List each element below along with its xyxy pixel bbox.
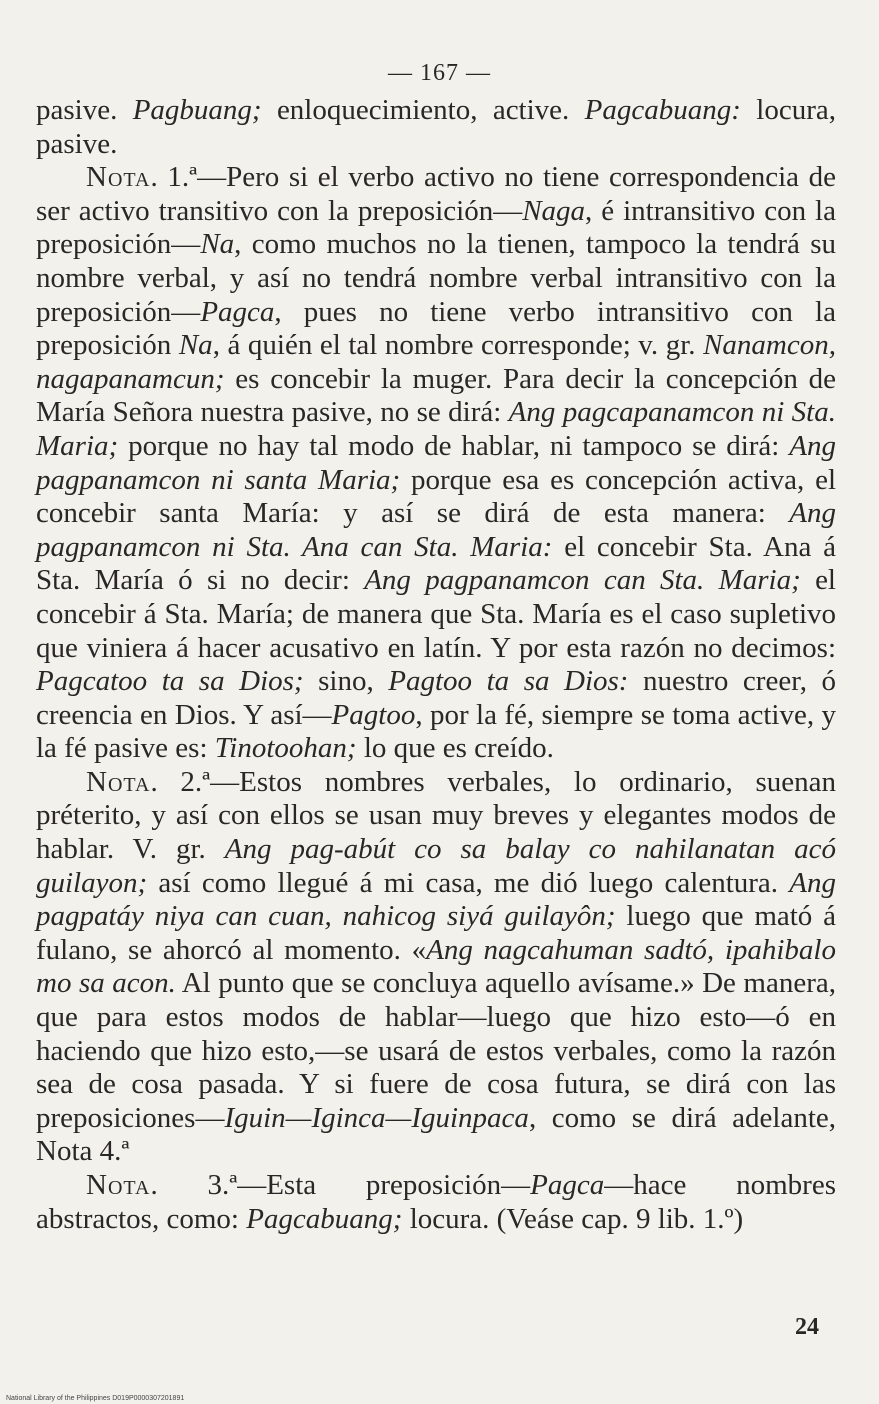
text-run: enloquecimiento, active. (261, 94, 585, 126)
text-run: sino, (303, 665, 389, 698)
text-run: . 1.ª—Pero si el verbo activo no tiene correspondencia de ser activo transitivo con la preposición— (36, 161, 836, 227)
italic-term: Ang pagpatáy niya can cuan, nahicog siyá guilayôn; (36, 866, 836, 933)
text-run: locura, pasive. (36, 94, 836, 160)
paragraph-nota-3 (36, 1169, 836, 1236)
page-number: — 167 — (388, 60, 491, 86)
nota-label: Nota (86, 765, 151, 798)
italic-term: Pagtoo ta sa Dios: (388, 665, 629, 698)
text-run: nuestro creer, ó creencia en Dios. Y así— (36, 665, 836, 731)
italic-term: Ang pag-abút co sa balay co nahilanatan acó guilayon; (36, 833, 836, 899)
text-run: , pues no tiene verbo intransitivo con la preposición (36, 295, 836, 362)
italic-term: Pagca (200, 295, 275, 328)
text-run: , como muchos no la tienen, tampoco la tendrá su nombre verbal, y así no tendrá nombre verbal intransitivo con la preposición— (36, 228, 836, 328)
italic-term: Pagtoo (331, 698, 416, 731)
italic-term: Naga (522, 194, 586, 227)
italic-term: Ang pagpanamcon can Sta. Maria; (364, 564, 801, 597)
italic-term: Ang nagcahuman sadtó, ipahibalo mo sa acon. (36, 933, 836, 1000)
text-run: el concebir Sta. Ana á Sta. María ó si no decir: (36, 530, 836, 597)
italic-term: Na (200, 228, 235, 261)
text-run: , é intransitivo con la preposición— (36, 194, 836, 261)
body-text (36, 94, 836, 1236)
text-run: Al punto que se concluya aquello avísame.» De manera, que para estos modos de hablar—luego que hizo esto—ó en haciendo que hizo esto,—se usará de estos verbales, como la razón sea de cosa pasada. Y si fuere de cosa futura, se dirá con las preposiciones— (36, 967, 836, 1134)
italic-term: Pagcabuang: (584, 94, 741, 126)
text-run: porque no hay tal modo de hablar, ni tampoco se dirá: (118, 429, 790, 462)
text-run: el concebir á Sta. María; de manera que Sta. María es el caso supletivo que viniera á hacer acusativo en latín. Y por esta razón no decimos: (36, 564, 836, 664)
paragraph-nota-1 (36, 161, 836, 766)
text-run: locura. (Veáse cap. 9 lib. 1.º) (402, 1202, 744, 1235)
text-run: —hace nombres abstractos, como: (36, 1169, 836, 1235)
text-run: es concebir la muger. Para decir la concepción de María Señora nuestra pasive, no se dirá: (36, 362, 836, 429)
text-run: porque esa es concepción activa, el concebir santa María: y así se dirá de esta manera: (36, 463, 837, 530)
italic-term: Pagca (530, 1169, 605, 1201)
italic-term: Tinotoohan; (214, 732, 357, 765)
italic-term: Na (178, 329, 213, 362)
text-run: , como se dirá adelante, Nota 4.ª (36, 1101, 836, 1168)
text-run: luego que mató á fulano, se ahorcó al momento. « (36, 900, 836, 966)
italic-term: Ang pagcapanamcon ni Sta. Maria; (36, 396, 836, 462)
signature-mark: 24 (795, 1314, 819, 1340)
italic-term: Pagcatoo ta sa Dios; (36, 665, 304, 698)
text-run: lo que es creído. (356, 732, 554, 765)
text-run: , á quién el tal nombre corresponde; v. gr. (212, 329, 704, 362)
italic-term: Ang pagpanamcon ni Sta. Ana can Sta. Maria: (36, 497, 836, 563)
text-run: . 2.ª—Estos nombres verbales, lo ordinario, suenan préterito, y así con ellos se usan muy breves y elegantes modos de hablar. V. gr. (36, 765, 836, 866)
text-run: , por la fé, siempre se toma active, y la fé pasive es: (36, 698, 836, 765)
text-run: así como llegué á mi casa, me dió luego calentura. (147, 866, 790, 899)
italic-term: Nanamcon, nagapanamcun; (36, 329, 836, 395)
italic-term: Pagbuang; (132, 94, 262, 126)
paragraph-nota-2 (36, 766, 836, 1169)
footer-caption: National Library of the Philippines D019P0000307201891 (6, 1395, 185, 1402)
italic-term: Iguin—Iginca—Iguinpaca (224, 1101, 529, 1134)
italic-term: Pagcabuang; (246, 1202, 403, 1235)
italic-term: Ang pagpanamcon ni santa Maria; (36, 429, 836, 496)
nota-label: Nota (86, 161, 151, 194)
text-run: pasive. (36, 94, 133, 126)
nota-label: Nota (86, 1169, 151, 1201)
paragraph-continuation (36, 94, 836, 161)
text-run: . 3.ª—Esta preposición— (150, 1169, 531, 1201)
